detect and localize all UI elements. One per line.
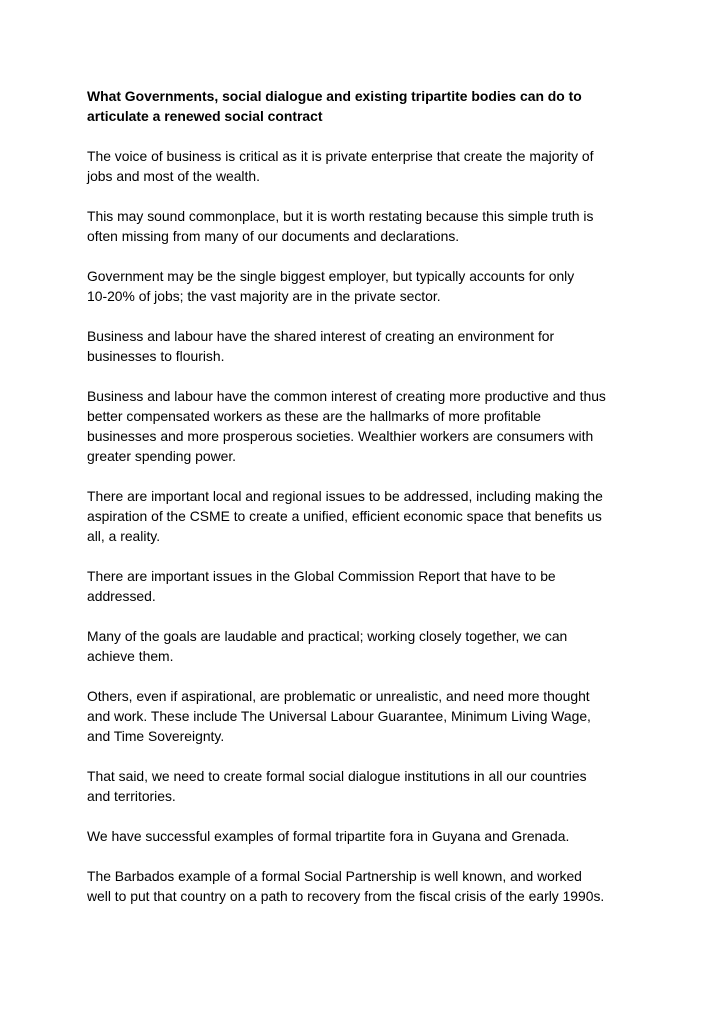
paragraph-line: all, a reality. xyxy=(87,528,161,544)
paragraph-social-dialogue xyxy=(87,766,647,806)
paragraph-line: achieve them. xyxy=(87,648,174,664)
paragraph-line: There are important local and regional issues to be addressed, including making the xyxy=(87,488,603,504)
paragraph-line: addressed. xyxy=(87,588,156,604)
paragraph-line: jobs and most of the wealth. xyxy=(87,168,260,184)
paragraph-regional-issues xyxy=(87,486,647,546)
paragraph-line: and work. These include The Universal Labour Guarantee, Minimum Living Wage, xyxy=(87,708,591,724)
paragraph-line: Many of the goals are laudable and practical; working closely together, we can xyxy=(87,628,568,644)
paragraph-laudable-goals xyxy=(87,626,647,666)
paragraph-line: businesses and more prosperous societies. Wealthier workers are consumers with xyxy=(87,428,594,444)
paragraph-line: Business and labour have the common interest of creating more productive and thus xyxy=(87,388,606,404)
heading-line: articulate a renewed social contract xyxy=(87,108,323,124)
document-body xyxy=(87,86,647,926)
paragraph-line: We have successful examples of formal tripartite fora in Guyana and Grenada. xyxy=(87,828,570,844)
paragraph-line: Government may be the single biggest employer, but typically accounts for only xyxy=(87,268,575,284)
paragraph-line: aspiration of the CSME to create a unified, efficient economic space that benefits us xyxy=(87,508,602,524)
paragraph-problematic-goals xyxy=(87,686,647,746)
paragraph-line: better compensated workers as these are the hallmarks of more profitable xyxy=(87,408,541,424)
paragraph-tripartite-examples xyxy=(87,826,647,846)
paragraph-line: The Barbados example of a formal Social Partnership is well known, and worked xyxy=(87,868,582,884)
paragraph-business-voice xyxy=(87,146,647,186)
paragraph-government-employer xyxy=(87,266,647,306)
paragraph-line: and territories. xyxy=(87,788,176,804)
paragraph-line: The voice of business is critical as it is private enterprise that create the majority of xyxy=(87,148,594,164)
paragraph-line: businesses to flourish. xyxy=(87,348,225,364)
paragraph-line: well to put that country on a path to recovery from the fiscal crisis of the early 1990s. xyxy=(87,888,605,904)
paragraph-line: Business and labour have the shared interest of creating an environment for xyxy=(87,328,555,344)
paragraph-line: This may sound commonplace, but it is worth restating because this simple truth is xyxy=(87,208,594,224)
paragraph-shared-interest xyxy=(87,326,647,366)
paragraph-line: greater spending power. xyxy=(87,448,237,464)
paragraph-line: That said, we need to create formal social dialogue institutions in all our countries xyxy=(87,768,587,784)
heading-line: What Governments, social dialogue and existing tripartite bodies can do to xyxy=(87,88,582,104)
paragraph-barbados-partnership xyxy=(87,866,647,906)
document-heading xyxy=(87,86,647,126)
paragraph-line: often missing from many of our documents and declarations. xyxy=(87,228,460,244)
paragraph-commonplace xyxy=(87,206,647,246)
paragraph-common-interest xyxy=(87,386,647,466)
paragraph-line: 10-20% of jobs; the vast majority are in the private sector. xyxy=(87,288,441,304)
paragraph-line: Others, even if aspirational, are problematic or unrealistic, and need more thought xyxy=(87,688,590,704)
paragraph-global-commission xyxy=(87,566,647,606)
paragraph-line: There are important issues in the Global Commission Report that have to be xyxy=(87,568,556,584)
paragraph-line: and Time Sovereignty. xyxy=(87,728,225,744)
